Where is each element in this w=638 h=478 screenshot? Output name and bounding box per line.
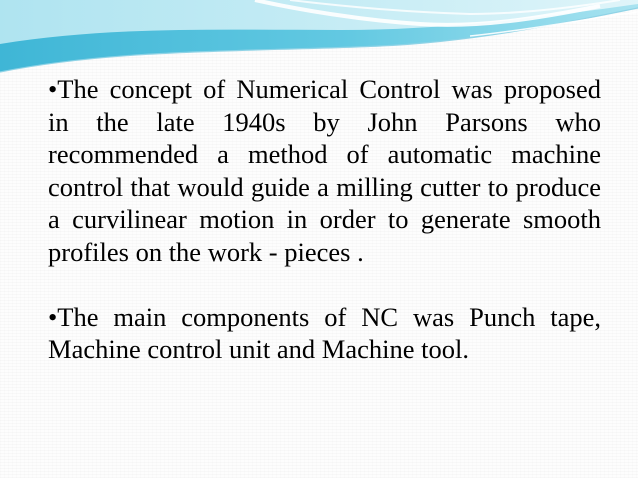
- paragraph-2-text: The main components of NC was Punch tape, Machine control unit and Machine tool.: [48, 301, 601, 365]
- bullet-paragraph-2: [48, 301, 601, 366]
- paragraph-1-text: The concept of Numerical Control was proposed in the late 1940s by John Parsons who recommended a method of automatic machine control that would guide a milling cutter to produce a curvilinear motion in order to generate smooth profiles on the work - pieces .: [48, 74, 601, 267]
- bullet-1: •: [48, 74, 58, 104]
- slide-body: [48, 73, 601, 366]
- bullet-paragraph-1: [48, 73, 601, 269]
- header-wave-decoration: [0, 0, 638, 80]
- bullet-2: •: [48, 301, 58, 332]
